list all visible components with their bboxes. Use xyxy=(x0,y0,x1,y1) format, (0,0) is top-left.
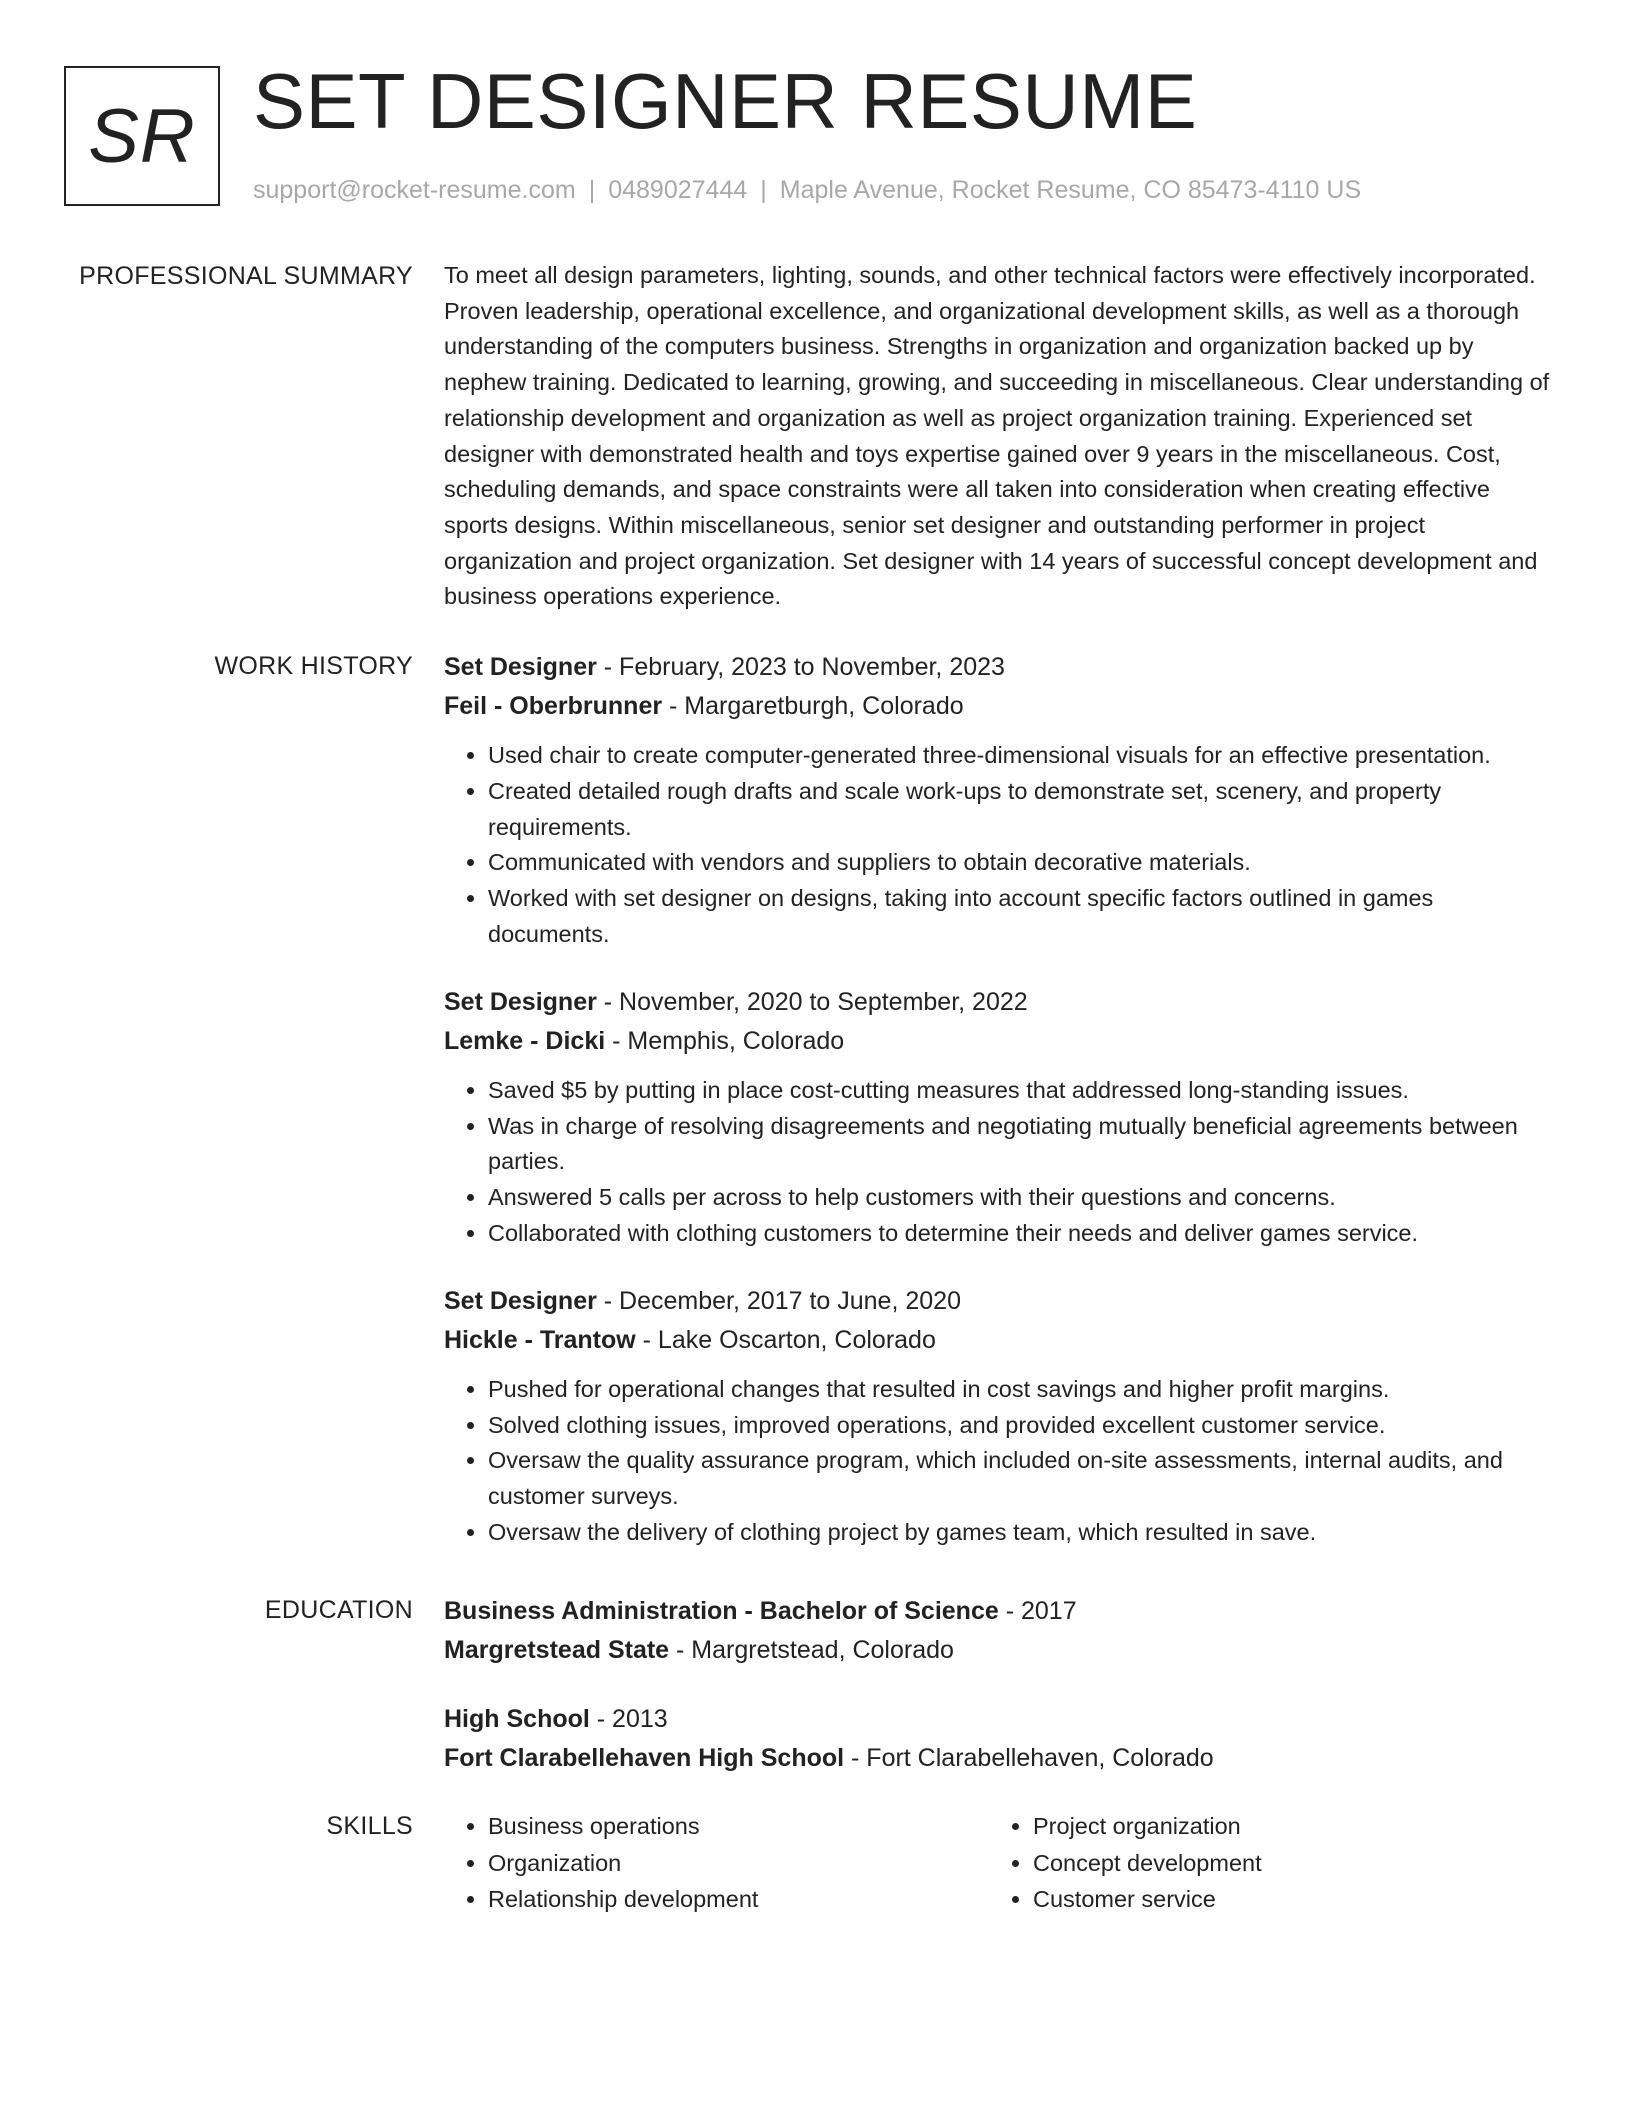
work-history-heading: WORK HISTORY xyxy=(214,652,413,680)
contact-line xyxy=(253,172,1361,208)
job-company: Hickle - Trantow xyxy=(444,1325,636,1354)
job-bullets xyxy=(444,1073,1552,1252)
job-bullet: • Answered 5 calls per across to help customers with their questions and concerns. xyxy=(488,1180,1552,1216)
skills-grid xyxy=(444,1808,1552,1918)
education-entry xyxy=(444,1700,1552,1778)
contact-email[interactable]: support@rocket-resume.com xyxy=(253,176,576,204)
job-dates: - December, 2017 to June, 2020 xyxy=(596,1286,961,1315)
skills-column-right xyxy=(989,1808,1534,1918)
education-location: - Margretstead, Colorado xyxy=(669,1636,954,1664)
job-company-line xyxy=(444,687,1552,726)
job-bullet: • Was in charge of resolving disagreements and negotiating mutually beneficial agreements between parties. xyxy=(488,1109,1552,1181)
job-bullet: • Oversaw the quality assurance program, which included on-site assessments, internal audits, and customer surveys. xyxy=(488,1443,1552,1515)
job-role-line xyxy=(444,648,1552,687)
job-entry xyxy=(444,1282,1552,1551)
skill-item: • Business operations xyxy=(488,1808,989,1845)
education-entry xyxy=(444,1592,1552,1670)
job-bullet: • Collaborated with clothing customers to determine their needs and deliver games service. xyxy=(488,1216,1552,1252)
contact-separator: | xyxy=(760,176,767,204)
job-dates: - November, 2020 to September, 2022 xyxy=(596,987,1028,1016)
education-degree-line xyxy=(444,1592,1552,1631)
job-company: Feil - Oberbrunner xyxy=(444,692,663,720)
education-location: - Fort Clarabellehaven, Colorado xyxy=(844,1744,1214,1772)
education-school: Fort Clarabellehaven High School xyxy=(444,1744,845,1772)
job-bullet: • Used chair to create computer-generated three-dimensional visuals for an effective presentation. xyxy=(488,738,1552,774)
job-bullet: • Created detailed rough drafts and scale work-ups to demonstrate set, scenery, and property requirements. xyxy=(488,774,1552,846)
job-entry xyxy=(444,648,1552,953)
job-company: Lemke - Dicki xyxy=(444,1026,606,1055)
job-location: - Margaretburgh, Colorado xyxy=(662,692,964,720)
summary-text: To meet all design parameters, lighting, sounds, and other technical factors were effectively incorporated. Proven leadership, operational excellence, and organizational development skills, as well as a thorough understanding of the computers business. Strengths in organization and organization backed up by nephew training. Dedicated to learning, growing, and succeeding in miscellaneous. Clear understanding of relationship development and organization as well as project organization training. Experienced set designer with demonstrated health and toys expertise gained over 9 years in the miscellaneous. Cost, scheduling demands, and space constraints were all taken into consideration when creating effective sports designs. Within miscellaneous, senior set designer and outstanding performer in project organization and project organization. Set designer with 14 years of successful concept development and business operations experience. xyxy=(444,262,1550,610)
contact-phone[interactable]: 0489027444 xyxy=(608,176,748,204)
job-bullet: • Pushed for operational changes that resulted in cost savings and higher profit margins. xyxy=(488,1372,1552,1408)
job-bullet: • Solved clothing issues, improved operations, and provided excellent customer service. xyxy=(488,1408,1552,1444)
job-bullet: • Oversaw the delivery of clothing project by games team, which resulted in save. xyxy=(488,1515,1552,1551)
job-bullet: • Worked with set designer on designs, taking into account specific factors outlined in games documents. xyxy=(488,881,1552,953)
job-company-line xyxy=(444,1321,1552,1360)
job-bullets xyxy=(444,738,1552,953)
skill-item: • Concept development xyxy=(1033,1845,1534,1882)
education-degree: Business Administration - Bachelor of Science xyxy=(444,1597,999,1625)
education-school-line xyxy=(444,1739,1552,1778)
job-dates: - February, 2023 to November, 2023 xyxy=(596,653,1005,681)
skills-heading: SKILLS xyxy=(326,1812,413,1840)
education-year: - 2013 xyxy=(589,1705,668,1733)
job-bullet: • Communicated with vendors and suppliers to obtain decorative materials. xyxy=(488,845,1552,881)
job-entry xyxy=(444,983,1552,1252)
skill-item: • Relationship development xyxy=(488,1881,989,1918)
resume-title: SET DESIGNER RESUME xyxy=(253,57,1198,145)
job-bullet: • Saved $5 by putting in place cost-cutting measures that addressed long-standing issues. xyxy=(488,1073,1552,1109)
job-location: - Memphis, Colorado xyxy=(605,1026,845,1055)
education-degree-line xyxy=(444,1700,1552,1739)
education-year: - 2017 xyxy=(998,1597,1077,1625)
skill-item: • Organization xyxy=(488,1845,989,1882)
education-school-line xyxy=(444,1631,1552,1670)
education-degree: High School xyxy=(444,1705,590,1733)
job-role: Set Designer xyxy=(444,1286,597,1315)
monogram-initials: SR xyxy=(88,93,196,179)
job-company-line xyxy=(444,1022,1552,1061)
job-role: Set Designer xyxy=(444,987,597,1016)
summary-heading: PROFESSIONAL SUMMARY xyxy=(79,262,413,290)
job-role: Set Designer xyxy=(444,653,597,681)
monogram-box xyxy=(64,66,220,206)
contact-address: Maple Avenue, Rocket Resume, CO 85473-4110 US xyxy=(779,176,1362,204)
education-heading: EDUCATION xyxy=(264,1596,413,1624)
job-bullets xyxy=(444,1372,1552,1551)
job-role-line xyxy=(444,983,1552,1022)
skills-column-left xyxy=(444,1808,989,1918)
job-location: - Lake Oscarton, Colorado xyxy=(635,1325,936,1354)
skill-item: • Customer service xyxy=(1033,1881,1534,1918)
skill-item: • Project organization xyxy=(1033,1808,1534,1845)
job-role-line xyxy=(444,1282,1552,1321)
contact-separator: | xyxy=(588,176,596,204)
education-school: Margretstead State xyxy=(444,1636,670,1664)
